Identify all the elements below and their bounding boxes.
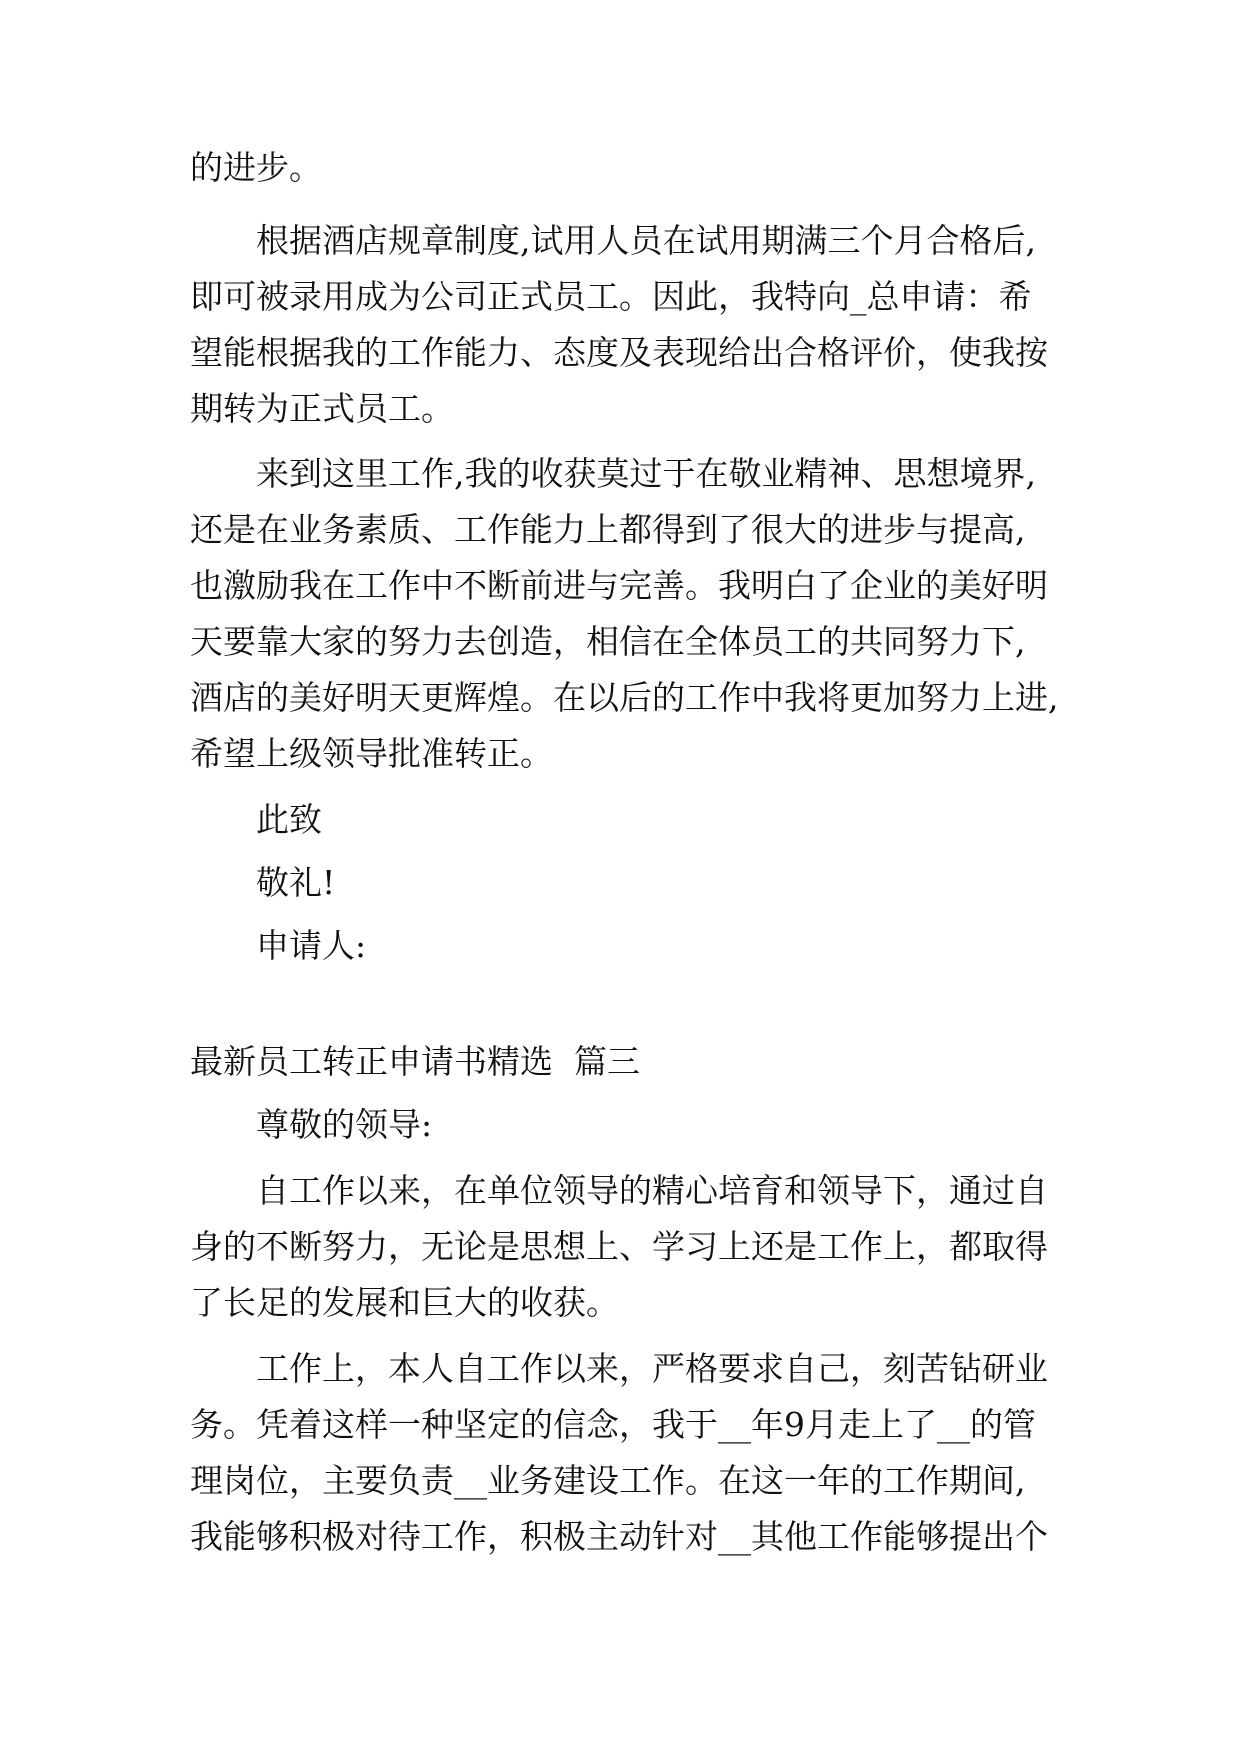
paragraph-line-16: 务。凭着这样一种坚定的信念，我于__年9月走上了__的管 — [190, 1405, 1036, 1444]
paragraph-line-4: 望能根据我的工作能力、态度及表现给出合格评价，使我按 — [190, 333, 1048, 372]
paragraph-line-9: 天要靠大家的努力去创造，相信在全体员工的共同努力下, — [190, 622, 1026, 661]
signature-line: 申请人: — [256, 926, 367, 965]
paragraph-line-18: 我能够积极对待工作，积极主动针对__其他工作能够提出个 — [190, 1517, 1048, 1556]
closing-line-2: 敬礼! — [256, 863, 336, 902]
paragraph-line-6: 来到这里工作,我的收获莫过于在敬业精神、思想境界, — [256, 454, 1036, 493]
paragraph-line-14: 了长足的发展和巨大的收获。 — [190, 1283, 619, 1322]
paragraph-line-15: 工作上，本人自工作以来，严格要求自己，刻苦钻研业 — [256, 1349, 1048, 1388]
paragraph-line-10: 酒店的美好明天更辉煌。在以后的工作中我将更加努力上进, — [190, 678, 1059, 717]
paragraph-line-7: 还是在业务素质、工作能力上都得到了很大的进步与提高, — [190, 510, 1026, 549]
paragraph-line-12: 自工作以来，在单位领导的精心培育和领导下，通过自 — [256, 1171, 1048, 1210]
paragraph-line-3: 即可被录用成为公司正式员工。因此，我特向_总申请：希 — [190, 277, 1032, 316]
section-title: 最新员工转正申请书精选 篇三 — [190, 1042, 640, 1081]
paragraph-line-13: 身的不断努力，无论是思想上、学习上还是工作上，都取得 — [190, 1227, 1048, 1266]
closing-line-1: 此致 — [256, 800, 322, 839]
paragraph-line-11: 希望上级领导批准转正。 — [190, 734, 553, 773]
paragraph-line-8: 也激励我在工作中不断前进与完善。我明白了企业的美好明 — [190, 566, 1048, 605]
paragraph-line-1: 的进步。 — [190, 148, 322, 187]
paragraph-line-2: 根据酒店规章制度,试用人员在试用期满三个月合格后, — [256, 221, 1036, 260]
salutation: 尊敬的领导: — [256, 1105, 433, 1144]
paragraph-line-5: 期转为正式员工。 — [190, 389, 454, 428]
paragraph-line-17: 理岗位，主要负责__业务建设工作。在这一年的工作期间, — [190, 1461, 1026, 1500]
